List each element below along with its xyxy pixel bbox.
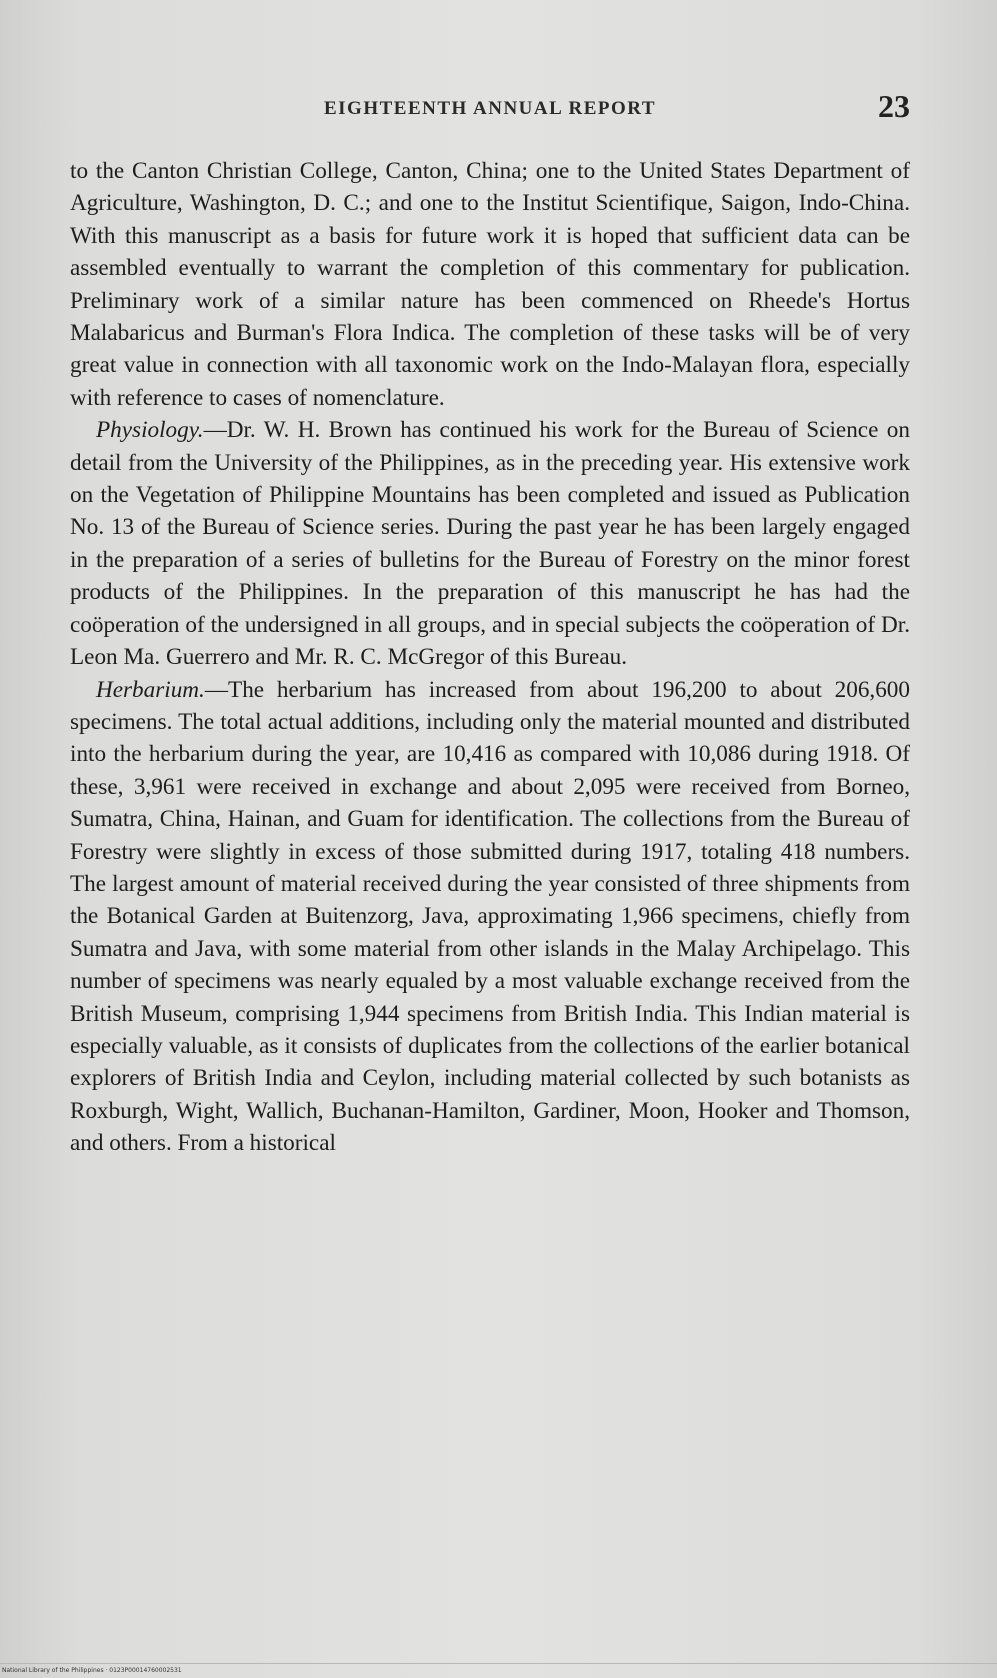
- scan-footer: National Library of the Philippines · 0123P00014760002531: [2, 1667, 182, 1674]
- paragraph-text: —The herbarium has increased from about 196,200 to about 206,600 specimens. The total actual additions, including only the material mounted and distributed into the herbarium during the year, are 10,416 as compared with 10,086 during 1918. Of these, 3,961 were received in exchange and about 2,095 were received from Borneo, Sumatra, China, Hainan, and Guam for identification. The collections from the Bureau of Forestry were slightly in excess of those submitted during 1917, totaling 418 numbers. The largest amount of material received during the year consisted of three shipments from the Botanical Garden at Buitenzorg, Java, approximating 1,966 specimens, chiefly from Sumatra and Java, with some material from other islands in the Malay Archipelago. This number of specimens was nearly equaled by a most valuable exchange received from the British Museum, comprising 1,944 specimens from British India. This Indian material is especially valuable, as it consists of duplicates from the collections of the earlier botanical explorers of British India and Ceylon, including material collected by such botanists as Roxburgh, Wight, Wallich, Buchanan-Hamilton, Gardiner, Moon, Hooker and Thomson, and others. From a historical: [70, 676, 910, 1157]
- page-number: 23: [878, 88, 910, 124]
- paragraph-text: to the Canton Christian College, Canton, China; one to the United States Department of Agriculture, Washington, D. C.; and one to the Institut Scientifique, Saigon, Indo-China. With this manuscript as a basis for future work it is hoped that sufficient data can be assembled eventually to warrant the completion of this commentary for publication. Preliminary work of a similar nature has been commenced on Rheede's Hortus Malabaricus and Burman's Flora Indica. The completion of these tasks will be of very great value in connection with all taxonomic work on the Indo-Malayan flora, especially with reference to cases of nomenclature.: [70, 158, 910, 411]
- paragraph-text: —Dr. W. H. Brown has continued his work for the Bureau of Science on detail from the University of the Philippines, as in the preceding year. His extensive work on the Vegetation of Philippine Mountains has been completed and issued as Publication No. 13 of the Bureau of Science series. During the past year he has been largely engaged in the preparation of a series of bulletins for the Bureau of Forestry on the minor forest products of the Philippines. In the preparation of this manuscript he has had the coöperation of the undersigned in all groups, and in special subjects the coöperation of Dr. Leon Ma. Guerrero and Mr. R. C. McGregor of this Bureau.: [70, 417, 910, 671]
- footer-divider: [0, 1663, 997, 1664]
- paragraph-physiology: [70, 414, 910, 673]
- section-heading-herbarium: Herbarium.: [96, 676, 205, 703]
- body-text: [70, 155, 910, 1160]
- paragraph-herbarium: [70, 674, 910, 1160]
- paragraph-continuation: [70, 155, 910, 414]
- section-heading-physiology: Physiology.: [96, 417, 204, 444]
- running-head: EIGHTEENTH ANNUAL REPORT: [323, 98, 656, 119]
- page-header: [70, 88, 910, 138]
